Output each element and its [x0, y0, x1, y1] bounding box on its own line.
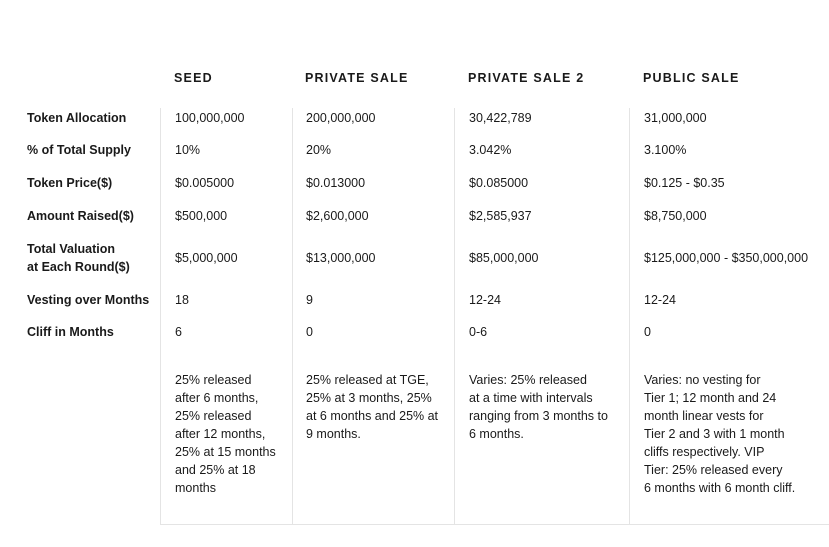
row-label-amount-raised: Amount Raised($): [27, 209, 134, 223]
note-line: 6 months with 6 month cliff.: [644, 481, 796, 495]
note-line: months: [175, 481, 216, 495]
note-line: cliffs respectively. VIP: [644, 445, 765, 459]
table-cell: $125,000,000 - $350,000,000: [644, 251, 809, 265]
note-line: Tier 1; 12 month and 24: [644, 391, 777, 405]
note-line: at a time with intervals: [469, 391, 593, 405]
column-header-private-sale: PRIVATE SALE: [305, 71, 409, 85]
note-line: and 25% at 18: [175, 463, 256, 477]
notes-public-sale: [644, 371, 795, 497]
table-cell: 10%: [175, 143, 201, 157]
note-line: 25% at 3 months, 25%: [306, 391, 432, 405]
column-divider: [454, 108, 455, 524]
note-line: 25% released: [175, 373, 252, 387]
table-cell: $13,000,000: [306, 251, 376, 265]
note-line: Varies: 25% released: [469, 373, 587, 387]
table-bottom-border: [160, 524, 829, 525]
note-line: 25% released at TGE,: [306, 373, 429, 387]
notes-seed: [175, 371, 276, 497]
table-cell: 20%: [306, 143, 332, 157]
table-cell: 0: [644, 325, 651, 339]
note-line: month linear vests for: [644, 409, 764, 423]
table-cell: 12-24: [644, 293, 676, 307]
row-label-total-valuation: [27, 240, 130, 276]
row-label-line: Total Valuation: [27, 242, 115, 256]
note-line: 9 months.: [306, 427, 361, 441]
row-label-token-price: Token Price($): [27, 176, 113, 190]
table-cell: $5,000,000: [175, 251, 238, 265]
note-line: 25% at 15 months: [175, 445, 276, 459]
note-line: Tier 2 and 3 with 1 month: [644, 427, 785, 441]
row-label-vesting-months: Vesting over Months: [27, 293, 150, 307]
table-cell: $0.005000: [175, 176, 235, 190]
column-header-private-sale-2: PRIVATE SALE 2: [468, 71, 585, 85]
table-cell: $8,750,000: [644, 209, 707, 223]
table-cell: 31,000,000: [644, 111, 707, 125]
column-divider: [292, 108, 293, 524]
table-cell: 6: [175, 325, 182, 339]
table-cell: 18: [175, 293, 189, 307]
column-divider: [160, 108, 161, 524]
table-cell: $500,000: [175, 209, 228, 223]
table-cell: 3.100%: [644, 143, 687, 157]
note-line: 25% released: [175, 409, 252, 423]
note-line: after 12 months,: [175, 427, 266, 441]
table-cell: 200,000,000: [306, 111, 376, 125]
note-line: 6 months.: [469, 427, 524, 441]
row-label-cliff-months: Cliff in Months: [27, 325, 114, 339]
table-cell: 30,422,789: [469, 111, 532, 125]
notes-private-sale-2: [469, 371, 608, 443]
note-line: after 6 months,: [175, 391, 259, 405]
note-line: Varies: no vesting for: [644, 373, 761, 387]
table-cell: 3.042%: [469, 143, 512, 157]
table-cell: 100,000,000: [175, 111, 245, 125]
table-cell: 0-6: [469, 325, 488, 339]
table-cell: $2,585,937: [469, 209, 532, 223]
row-label-line: at Each Round($): [27, 260, 130, 274]
table-cell: $85,000,000: [469, 251, 539, 265]
table-cell: $0.085000: [469, 176, 529, 190]
table-cell: 0: [306, 325, 313, 339]
column-header-seed: SEED: [174, 71, 213, 85]
note-line: Tier: 25% released every: [644, 463, 783, 477]
note-line: at 6 months and 25% at: [306, 409, 439, 423]
row-label-total-supply: % of Total Supply: [27, 143, 131, 157]
note-line: ranging from 3 months to: [469, 409, 608, 423]
row-label-token-allocation: Token Allocation: [27, 111, 127, 125]
table-cell: 9: [306, 293, 313, 307]
column-header-public-sale: PUBLIC SALE: [643, 71, 740, 85]
notes-private-sale: [306, 371, 438, 443]
table-cell: $0.013000: [306, 176, 366, 190]
table-cell: $0.125 - $0.35: [644, 176, 725, 190]
table-cell: 12-24: [469, 293, 501, 307]
column-divider: [629, 108, 630, 524]
table-cell: $2,600,000: [306, 209, 369, 223]
